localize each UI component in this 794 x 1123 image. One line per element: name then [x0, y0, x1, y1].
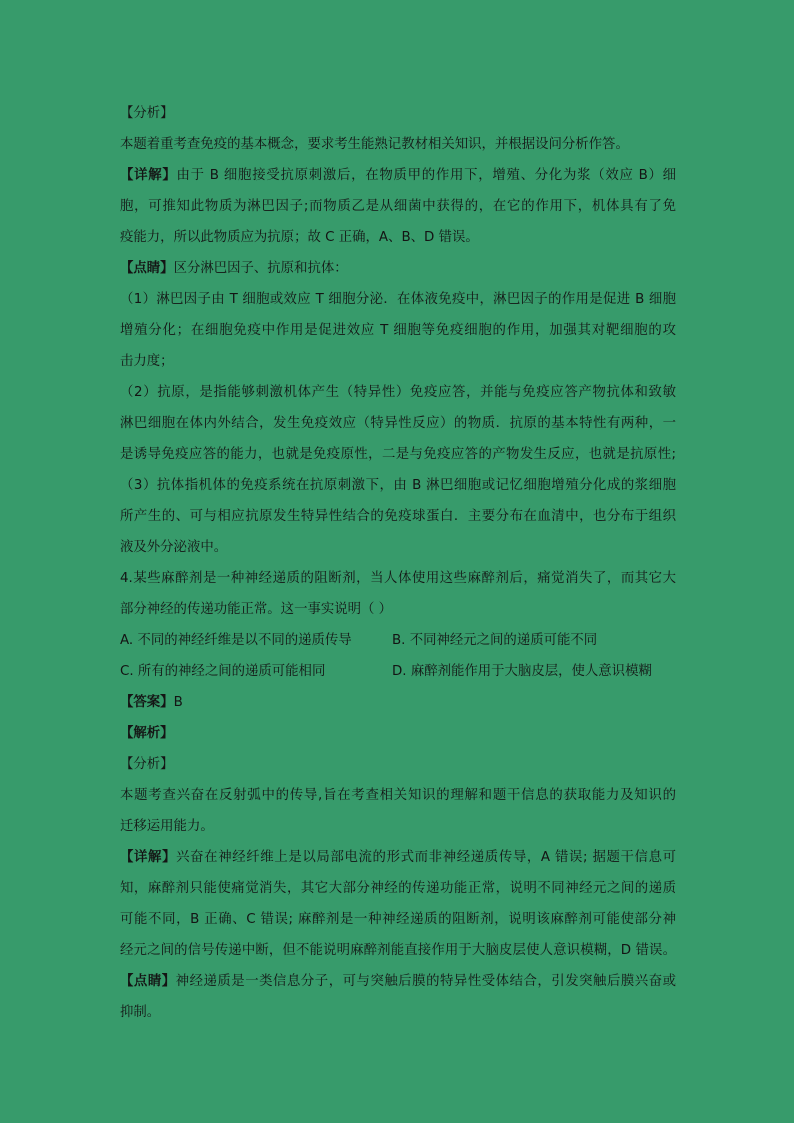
- q3-point-line-7: （3）抗体指机体的免疫系统在抗原刺激下，由 B 淋巴细胞或记忆细胞增殖分化成的浆细胞: [120, 478, 676, 493]
- q4-options-row-2: [120, 656, 676, 687]
- q3-point-line-9: 液及外分泌液中。: [120, 540, 228, 555]
- detail-tag: 【详解】: [120, 168, 177, 183]
- option-d: D. 麻醉剂能作用于大脑皮层，使人意识模糊: [392, 664, 652, 679]
- q3-point-line-3: 击力度；: [120, 354, 174, 369]
- q4-stem-line-1: 4.某些麻醉剂是一种神经递质的阻断剂，当人体使用这些麻醉剂后，痛觉消失了，而其它大: [120, 571, 676, 586]
- explain-tag: 【解析】: [120, 726, 174, 741]
- q3-detail-line-2: 胞，可推知此物质为淋巴因子;而物质乙是从细菌中获得的，在它的作用下，机体具有了免: [120, 199, 676, 214]
- option-b: B. 不同神经元之间的递质可能不同: [392, 633, 598, 648]
- analysis-tag: 【分析】: [120, 106, 174, 121]
- point-text: 区分淋巴因子、抗原和抗体：: [173, 261, 348, 276]
- q4-options-row-1: [120, 625, 676, 656]
- q3-detail-line-3: 疫能力，所以此物质应为抗原；故 C 正确，A、B、D 错误。: [120, 230, 479, 245]
- q3-point-line-8: 所产生的、可与相应抗原发生特异性结合的免疫球蛋白．主要分布在血清中，也分布于组织: [120, 509, 676, 524]
- q4-detail-line-3: 可能不同，B 正确、C 错误; 麻醉剂是一种神经递质的阻断剂，说明该麻醉剂可能使部分神: [120, 912, 676, 927]
- document-page: [120, 98, 676, 1028]
- q4-explain-heading: [120, 718, 676, 749]
- q3-point-line-2: 增殖分化；在细胞免疫中作用是促进效应 T 细胞等免疫细胞的作用，加强其对靶细胞的攻: [120, 323, 676, 338]
- q3-point-heading: [120, 253, 676, 284]
- q3-point-line-6: 是诱导免疫应答的能力，也就是免疫原性，二是与免疫应答的产物发生反应，也就是抗原性;: [120, 447, 676, 462]
- answer-tag: 【答案】: [120, 695, 174, 710]
- q4-answer: [120, 687, 676, 718]
- q3-point-line-4: （2）抗原，是指能够刺激机体产生（特异性）免疫应答，并能与免疫应答产物抗体和致敏: [120, 385, 676, 400]
- q3-analysis-text: 本题着重考查免疫的基本概念，要求考生能熟记教材相关知识，并根据设问分析作答。: [120, 137, 629, 152]
- option-a: A. 不同的神经纤维是以不同的递质传导: [120, 633, 352, 648]
- q4-point-line-1: [120, 966, 676, 997]
- q4-point-line-2: 抑制。: [120, 1005, 161, 1020]
- answer-value: B: [173, 695, 183, 710]
- q4-detail-line-2: 知，麻醉剂只能使痛觉消失，其它大部分神经的传递功能正常，说明不同神经元之间的递质: [120, 881, 676, 896]
- detail-text: 兴奋在神经纤维上是以局部电流的形式而非神经递质传导，A 错误; 据题干信息可: [176, 850, 676, 865]
- q3-point-line-1: （1）淋巴因子由 T 细胞或效应 T 细胞分泌．在体液免疫中，淋巴因子的作用是促进 B 细胞: [120, 292, 676, 307]
- q3-analysis-heading: [120, 98, 676, 129]
- point-text: 神经递质是一类信息分子，可与突触后膜的特异性受体结合，引发突触后膜兴奋或: [175, 974, 676, 989]
- q4-detail-line-4: 经元之间的信号传递中断，但不能说明麻醉剂能直接作用于大脑皮层使人意识模糊，D 错误。: [120, 943, 676, 958]
- point-tag: 【点睛】: [120, 261, 174, 276]
- q4-stem-line-2: 部分神经的传递功能正常。这一事实说明（ ）: [120, 602, 393, 617]
- q3-detail-line-1: [120, 160, 676, 191]
- detail-text: 由于 B 细胞接受抗原刺激后，在物质甲的作用下，增殖、分化为浆（效应 B）细: [176, 168, 676, 183]
- q4-analysis-heading: [120, 749, 676, 780]
- detail-tag: 【详解】: [120, 850, 177, 865]
- point-tag: 【点睛】: [120, 974, 176, 989]
- q4-analysis-line-1: 本题考查兴奋在反射弧中的传导,旨在考查相关知识的理解和题干信息的获取能力及知识的: [120, 788, 676, 803]
- q4-detail-line-1: [120, 842, 676, 873]
- q3-point-line-5: 淋巴细胞在体内外结合，发生免疫效应（特异性反应）的物质．抗原的基本特性有两种，一: [120, 416, 676, 431]
- analysis-tag: 【分析】: [120, 757, 174, 772]
- option-c: C. 所有的神经之间的递质可能相同: [120, 664, 326, 679]
- q4-analysis-line-2: 迁移运用能力。: [120, 819, 214, 834]
